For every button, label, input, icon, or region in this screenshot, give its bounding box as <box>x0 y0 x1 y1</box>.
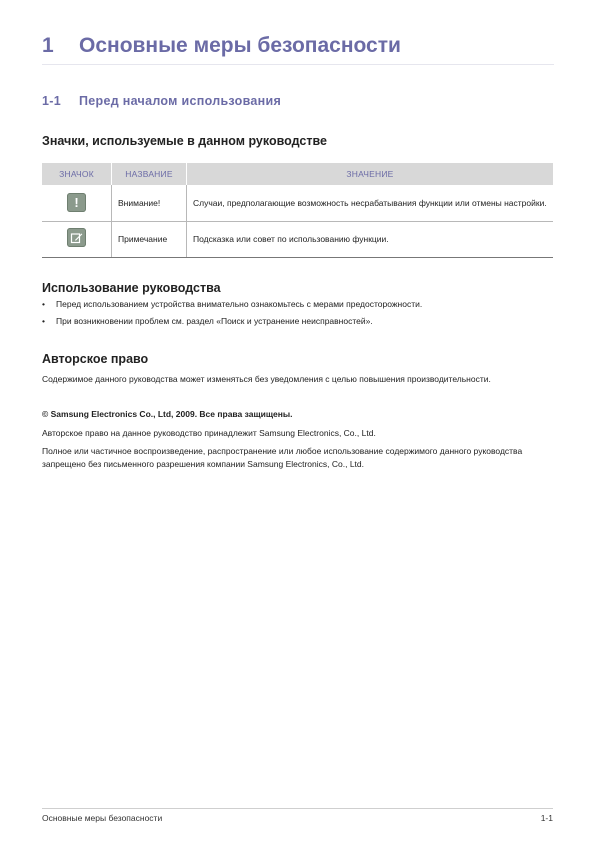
copyright-ownership: Авторское право на данное руководство принадлежит Samsung Electronics, Co., Ltd. <box>42 428 376 438</box>
meaning-cell: Подсказка или совет по использованию функции. <box>187 221 554 257</box>
chapter-title: Основные меры безопасности <box>79 34 401 57</box>
icons-heading: Значки, используемые в данном руководстве <box>42 134 327 148</box>
meaning-cell: Случаи, предполагающие возможность несрабатывания функции или отмены настройки. <box>187 185 554 221</box>
chapter-heading <box>42 34 554 65</box>
list-item: • Перед использованием устройства внимательно ознакомьтесь с мерами предосторожности. <box>42 299 554 309</box>
usage-list <box>42 299 554 333</box>
icons-table <box>42 163 553 258</box>
header-meaning: ЗНАЧЕНИЕ <box>187 163 554 185</box>
chapter-number: 1 <box>42 34 54 57</box>
section-heading <box>42 94 281 108</box>
icon-cell <box>42 221 112 257</box>
page-number: 1-1 <box>540 813 553 823</box>
pencil-note-icon <box>67 228 86 247</box>
table-row <box>42 185 553 221</box>
table-header-row <box>42 163 553 185</box>
copyright-notice: © Samsung Electronics Co., Ltd, 2009. Все права защищены. <box>42 409 293 419</box>
section-number: 1-1 <box>42 94 61 108</box>
icon-cell <box>42 185 112 221</box>
exclamation-icon: ! <box>67 193 86 212</box>
section-title: Перед началом использования <box>79 94 282 108</box>
name-cell: Примечание <box>112 221 187 257</box>
copyright-intro: Содержимое данного руководства может изменяться без уведомления с целью повышения производительности. <box>42 374 491 384</box>
copyright-heading: Авторское право <box>42 352 149 366</box>
header-name: НАЗВАНИЕ <box>112 163 187 185</box>
copyright-restriction: Полное или частичное воспроизведение, распространение или любое использование содержимого данного руководства запрещено без письменного разрешения компании Samsung Electronics, Co., Ltd. <box>42 446 523 469</box>
usage-heading: Использование руководства <box>42 281 221 295</box>
name-cell: Внимание! <box>112 185 187 221</box>
page-footer <box>42 808 553 823</box>
table-row <box>42 221 553 257</box>
header-icon: ЗНАЧОК <box>42 163 112 185</box>
list-item: • При возникновении проблем см. раздел «Поиск и устранение неисправностей». <box>42 316 554 326</box>
footer-title: Основные меры безопасности <box>42 813 163 823</box>
